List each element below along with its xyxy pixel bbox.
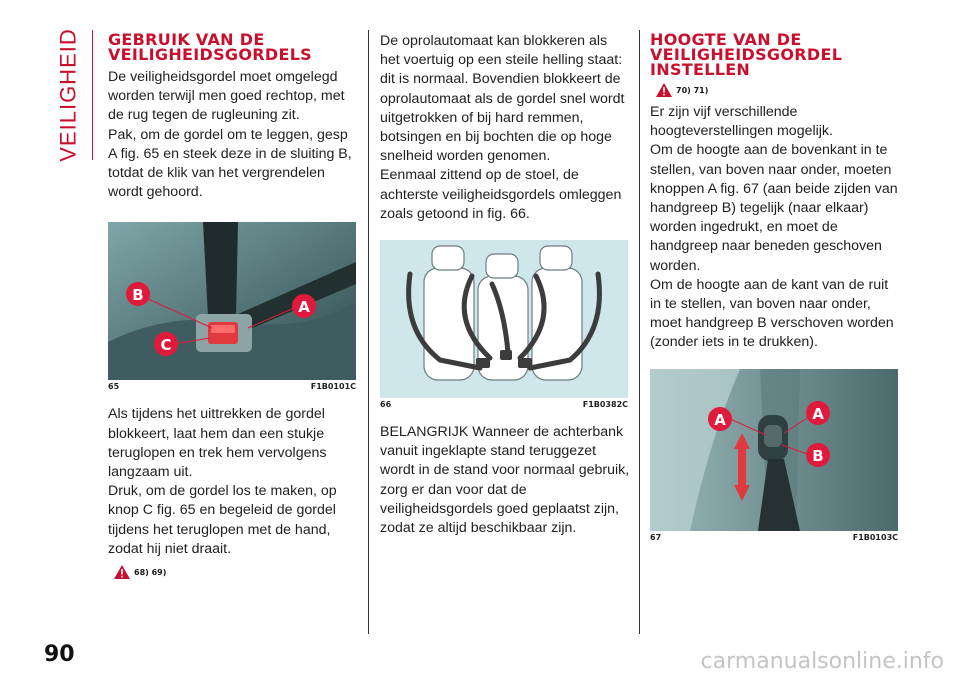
section-side-label: VEILIGHEID xyxy=(56,28,82,162)
figure-code: F1B0103C xyxy=(852,532,898,542)
figure-65 xyxy=(108,222,356,391)
fig65-label-b: B xyxy=(132,286,144,305)
figure-number: 67 xyxy=(650,532,662,542)
figure-caption xyxy=(650,533,898,542)
section-heading-belt-height: HOOGTE VAN DE VEILIGHEIDSGORDEL INSTELLEN xyxy=(650,30,843,79)
fig67-label-a-left: A xyxy=(714,410,726,429)
figure-code: F1B0101C xyxy=(310,382,356,392)
paragraph: Pak, om de gordel om te leggen, gesp A fig. 65 en steek deze in de sluiting B, totdat de klik van het vergrendelen wordt gehoord. xyxy=(108,126,352,201)
figure-66 xyxy=(380,240,628,409)
fig67-label-b: B xyxy=(812,446,824,465)
page-number: 90 xyxy=(44,642,75,667)
column-divider-2 xyxy=(639,30,640,634)
figure-code: F1B0382C xyxy=(582,400,628,410)
figure-number: 66 xyxy=(380,400,392,410)
paragraph: De oprolautomaat kan blokkeren als het voertuig op een steile helling staat: dit is normaal. Bovendien blokkeert de oprolautomaat als de gordel snel wordt uitgetrokken of bij hard remmen, botsingen en bij bochten die op hoge snelheid worden genomen. xyxy=(380,33,625,165)
paragraph: De veiligheidsgordel moet omgelegd worden terwijl men goed rechtop, met de rug tegen de rugleuning zit. xyxy=(108,69,345,124)
section-side-tab xyxy=(52,30,86,160)
paragraph: Er zijn vijf verschillende hoogteverstellingen mogelijk. xyxy=(650,104,833,140)
warning-refs: 68) 69) xyxy=(134,567,167,577)
watermark: carmanualsonline.info xyxy=(700,649,944,674)
figure-caption xyxy=(108,382,356,391)
figure-number: 65 xyxy=(108,382,120,392)
column-1 xyxy=(108,32,358,585)
fig67-label-a-right: A xyxy=(812,404,824,423)
paragraph: Om de hoogte aan de kant van de ruit in te stellen, van boven naar onder, moet handgreep B verschoven worden (zonder iets in te drukken). xyxy=(650,276,894,351)
paragraph: Druk, om de gordel los te maken, op knop C fig. 65 en begeleid de gordel tijdens het teruglopen met de hand, zodat hij niet draait. xyxy=(108,483,337,557)
paragraph: BELANGRIJK Wanneer de achterbank vanuit ingeklapte stand teruggezet wordt in de stand voor normaal gebruik, zorg er dan voor dat de veiligheidsgordels goed geplaatst zijn, zodat ze altijd beschikbaar zijn. xyxy=(380,424,630,537)
column-3 xyxy=(650,32,900,542)
paragraph: Om de hoogte aan de bovenkant in te stellen, van boven naar onder, moeten knoppen A fig. 67 (aan beide zijden van handgreep B) tegelijk (naar elkaar) worden ingedrukt, en moet de handgreep naar beneden geschoven worden. xyxy=(650,142,898,274)
fig65-label-a: A xyxy=(298,298,310,317)
warning-triangle-icon xyxy=(656,83,672,97)
figure-67 xyxy=(650,369,898,542)
warning-triangle-icon xyxy=(114,565,130,579)
belt-height-adjuster-photo xyxy=(650,369,898,531)
side-tab-rule xyxy=(92,30,93,160)
paragraph: Eenmaal zittend op de stoel, de achterste veiligheidsgordels omleggen zoals getoond in fig. 66. xyxy=(380,167,622,222)
section-heading-seatbelt-use: GEBRUIK VAN DE VEILIGHEIDSGORDELS xyxy=(108,30,313,64)
column-divider-1 xyxy=(368,30,369,634)
warning-refs: 70) 71) xyxy=(676,85,709,95)
column-2 xyxy=(380,32,630,538)
warning-reference xyxy=(656,83,900,97)
fig65-label-c: C xyxy=(160,336,172,355)
figure-caption xyxy=(380,400,628,409)
seatbelt-buckle-photo xyxy=(108,222,356,380)
paragraph: Als tijdens het uittrekken de gordel blokkeert, laat hem dan een stukje teruglopen en trek hem vervolgens langzaam uit. xyxy=(108,406,327,481)
warning-reference xyxy=(114,565,358,579)
rear-seatbelts-drawing xyxy=(380,240,628,398)
